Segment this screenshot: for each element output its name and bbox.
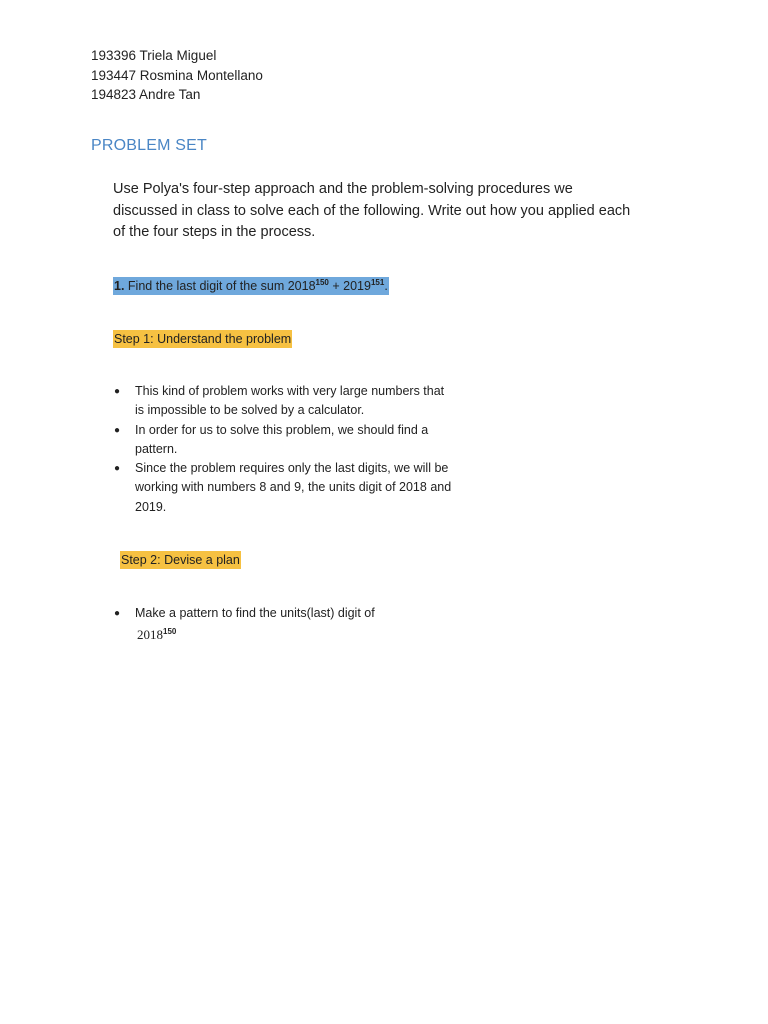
author-line: 193396 Triela Miguel (91, 48, 217, 63)
problem-text: Find the last digit of the sum 2018 (124, 279, 316, 293)
problem-number: 1. (114, 279, 125, 293)
list-item (113, 604, 453, 623)
list-item-text: Since the problem requires only the last digits, we will be working with numbers 8 and 9, the units digit of 2018 and 2019. (135, 461, 452, 514)
list-item (113, 459, 453, 517)
problem-text: + 2019 (328, 279, 371, 293)
list-item-text: Make a pattern to find the units(last) digit of (135, 606, 375, 620)
formula (137, 626, 176, 644)
list-item (113, 382, 453, 421)
page-title: PROBLEM SET (91, 137, 208, 154)
list-item-text: This kind of problem works with very large numbers that is impossible to be solved by a calculator. (135, 384, 445, 418)
step2-heading: Step 2: Devise a plan (121, 553, 240, 567)
bullet-icon: ● (114, 386, 121, 397)
author-line: 193447 Rosmina Montellano (91, 67, 263, 83)
list-item-text: In order for us to solve this problem, we should find a pattern. (135, 422, 429, 456)
bullet-icon: ● (114, 424, 121, 436)
bullet-icon: ● (114, 463, 121, 475)
step2-bullet-list (113, 604, 453, 623)
problem-statement (113, 277, 389, 295)
list-item (113, 421, 453, 460)
problem-text: . (384, 279, 388, 293)
bullet-icon: ● (114, 608, 121, 619)
exponent: 150 (315, 278, 329, 287)
step1-bullet-list (113, 382, 453, 517)
exponent: 151 (370, 278, 385, 287)
instructions-paragraph: Use Polya's four-step approach and the problem-solving procedures we discussed in class to solve each of the following. Write out how you applied each of the four steps in the process. (113, 181, 631, 240)
author-list (91, 46, 263, 105)
exponent: 150 (163, 627, 177, 636)
author-line: 194823 Andre Tan (91, 87, 201, 102)
formula-base: 2018 (137, 627, 163, 642)
step1-heading: Step 1: Understand the problem (114, 332, 292, 346)
